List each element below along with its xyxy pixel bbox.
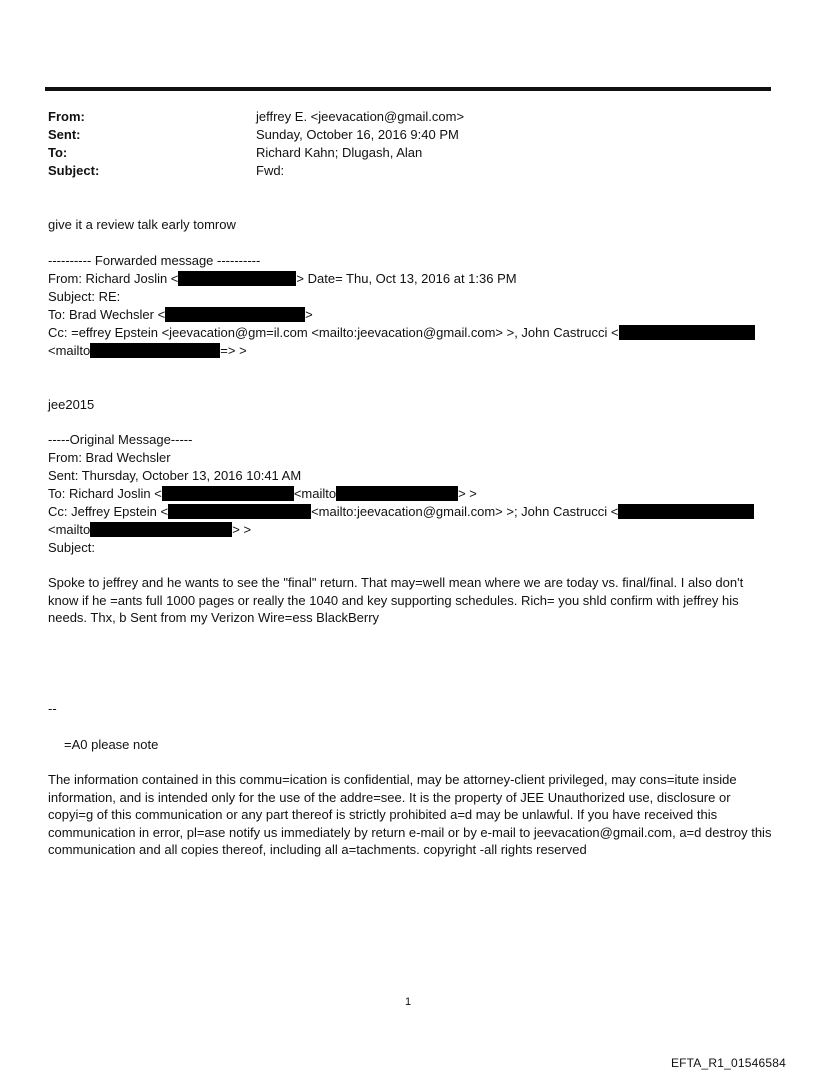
orig-cc-line <box>48 503 754 521</box>
message-body: Spoke to jeffrey and he wants to see the "final" return. That may=well mean where we are today vs. final/final. I also don't know if he =ants full 1000 pages or really the 1040 and key supporting schedules. Rich= you shld confirm with jeffrey his needs. Thx, b Sent from my Verizon Wire=ess BlackBerry <box>48 575 744 626</box>
header-rule <box>45 87 771 91</box>
signature-separator: -- <box>48 701 57 716</box>
orig-cc-mailto: <mailto:jeevacation@gmail.com> >; John Castrucci < <box>311 504 619 519</box>
orig-to-text: To: Richard Joslin < <box>48 486 162 501</box>
intro-text: give it a review talk early tomrow <box>48 217 236 232</box>
reply-text: jee2015 <box>48 397 95 412</box>
redaction-box <box>90 343 220 358</box>
fwd-subject-line: Subject: RE: <box>48 289 121 304</box>
fwd-to-close: > <box>305 307 313 322</box>
original-marker: -----Original Message----- <box>48 432 193 447</box>
orig-to-close: > > <box>458 486 477 501</box>
subject-value: Fwd: <box>256 163 285 178</box>
orig-sent-line: Sent: Thursday, October 13, 2016 10:41 AM <box>48 468 302 483</box>
from-label: From: <box>48 109 85 124</box>
fwd-date-text: > Date= Thu, Oct 13, 2016 at 1:36 PM <box>296 271 517 286</box>
orig-cc-line-2 <box>48 521 251 539</box>
fwd-from-text: From: Richard Joslin < <box>48 271 179 286</box>
redaction-box <box>336 486 458 501</box>
sent-label: Sent: <box>48 127 81 142</box>
orig-to-mailto: <mailto <box>293 486 337 501</box>
fwd-cc-line <box>48 324 755 342</box>
fwd-cc2-mailto: <mailto <box>48 343 91 358</box>
fwd-cc-line-2 <box>48 342 247 360</box>
disclaimer-text: The information contained in this commu=ication is confidential, may be attorney-client privileged, may cons=itute inside information, and is intended only for the use of the addre=see. It is the property of JEE Unauthorized use, disclosure or copyi=g of this communication or any part thereof is strictly prohibited a=d may be unlawful. If you have received this communication in error, pl=ase notify us immediately by return e-mail or by e-mail to jeevacation@gmail.com, a=d destroy this communication and all copies thereof, including all a=tachments. copyright -all rights reserved <box>48 772 772 858</box>
bates-number: EFTA_R1_01546584 <box>670 1056 786 1070</box>
fwd-to-text: To: Brad Wechsler < <box>48 307 166 322</box>
fwd-from-line <box>48 270 517 288</box>
redaction-box <box>168 504 311 519</box>
fwd-to-line <box>48 306 313 324</box>
orig-to-line <box>48 485 477 503</box>
orig-cc-text: Cc: Jeffrey Epstein < <box>48 504 169 519</box>
orig-subject-line: Subject: <box>48 540 95 555</box>
redaction-box <box>162 486 294 501</box>
redaction-box <box>618 504 754 519</box>
page-number: 1 <box>404 996 412 1008</box>
subject-label: Subject: <box>48 163 100 178</box>
orig-cc2-mailto: <mailto <box>48 522 91 537</box>
sent-value: Sunday, October 16, 2016 9:40 PM <box>256 127 459 142</box>
to-value: Richard Kahn; Dlugash, Alan <box>256 145 423 160</box>
redaction-box <box>165 307 305 322</box>
redaction-box <box>619 325 755 340</box>
from-value: jeffrey E. <jeevacation@gmail.com> <box>256 109 465 124</box>
fwd-cc-text: Cc: =effrey Epstein <jeevacation@gm=il.com <mailto:jeevacation@gmail.com> >, John Castrucci < <box>48 325 619 340</box>
fwd-cc2-close: => > <box>220 343 247 358</box>
orig-cc2-close: > > <box>232 522 252 537</box>
redaction-box <box>178 271 296 286</box>
orig-from-line: From: Brad Wechsler <box>48 450 171 465</box>
to-label: To: <box>48 145 68 160</box>
please-note: =A0 please note <box>64 737 159 752</box>
forwarded-marker: ---------- Forwarded message ---------- <box>48 253 261 268</box>
redaction-box <box>90 522 232 537</box>
